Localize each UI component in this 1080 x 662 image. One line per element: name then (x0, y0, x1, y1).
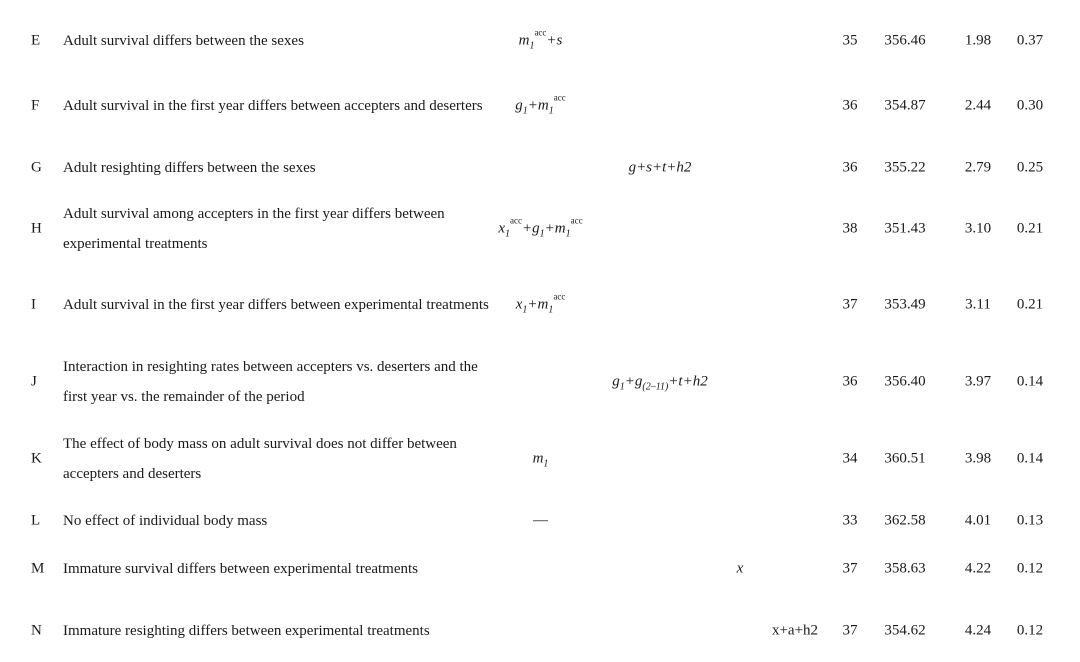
row-label: E (31, 32, 41, 49)
delta-aic: 3.10 (964, 220, 992, 237)
aic-weight: 0.13 (1016, 512, 1044, 529)
delta-aic: 3.11 (965, 296, 991, 313)
aic-value: 351.43 (884, 220, 926, 237)
aic-value: 356.46 (884, 32, 926, 49)
aic-weight: 0.21 (1016, 220, 1044, 237)
row-description: Adult survival differs between the sexes (63, 33, 304, 49)
aic-weight: 0.14 (1016, 373, 1044, 390)
immature-survival-formula: x (736, 560, 744, 577)
row-label: L (31, 512, 41, 529)
param-count: 36 (842, 373, 858, 390)
delta-aic: 3.98 (964, 450, 992, 467)
survival-formula: $g_1+m_1^{acc}$ (515, 92, 566, 117)
survival-formula: — (533, 512, 548, 529)
aic-value: 356.40 (884, 373, 926, 390)
delta-aic: 2.79 (964, 159, 992, 176)
row-description: Adult resighting differs between the sexes (63, 160, 316, 176)
row-description: Adult survival in the first year differs between experimental treatments (63, 297, 489, 313)
aic-weight: 0.14 (1016, 450, 1044, 467)
table-row (0, 275, 1080, 335)
param-count: 34 (842, 450, 858, 467)
table-row (0, 352, 1080, 412)
row-label: F (31, 97, 40, 114)
aic-value: 354.87 (884, 97, 926, 114)
aic-value: 358.63 (884, 560, 926, 577)
param-count: 37 (842, 622, 858, 639)
table-row (0, 76, 1080, 136)
row-description: Interaction in resighting rates between accepters vs. deserters and the first year vs. the remainder of the period (63, 359, 478, 405)
aic-value: 354.62 (884, 622, 926, 639)
row-label: K (31, 450, 42, 467)
aic-value: 355.22 (884, 159, 926, 176)
aic-value: 362.58 (884, 512, 926, 529)
row-description: Immature survival differs between experimental treatments (63, 561, 419, 577)
immature-resighting-formula: x+a+h2 (771, 622, 819, 639)
delta-aic: 2.44 (964, 97, 992, 114)
aic-weight: 0.12 (1016, 560, 1044, 577)
delta-aic: 4.24 (964, 622, 992, 639)
row-label: G (31, 159, 42, 176)
row-label: N (31, 622, 42, 639)
survival-formula: $m_1^{acc}+s$ (518, 27, 563, 52)
resighting-formula: $g_1+g_{(2-11)}+t+h2$ (612, 373, 708, 393)
aic-value: 353.49 (884, 296, 926, 313)
table-row (0, 24, 1080, 58)
table-row (0, 429, 1080, 489)
table-row (0, 199, 1080, 259)
survival-formula: $x_1^{acc}+g_1+m_1^{acc}$ (498, 215, 583, 240)
delta-aic: 1.98 (964, 32, 992, 49)
table-row (0, 504, 1080, 538)
param-count: 36 (842, 97, 858, 114)
param-count: 35 (842, 32, 858, 49)
aic-weight: 0.12 (1016, 622, 1044, 639)
row-description: Adult survival in the first year differs between accepters and deserters (63, 98, 483, 114)
row-description: Immature resighting differs between experimental treatments (63, 623, 430, 639)
table-row (0, 151, 1080, 185)
param-count: 38 (842, 220, 858, 237)
aic-value: 360.51 (884, 450, 926, 467)
row-label: J (31, 373, 37, 390)
aic-weight: 0.37 (1016, 32, 1044, 49)
delta-aic: 3.97 (964, 373, 992, 390)
aic-weight: 0.21 (1016, 296, 1044, 313)
survival-formula: $m_1$ (532, 450, 549, 470)
row-label: H (31, 220, 42, 237)
delta-aic: 4.22 (964, 560, 992, 577)
param-count: 33 (842, 512, 858, 529)
delta-aic: 4.01 (964, 512, 992, 529)
survival-formula: $x_1+m_1^{acc}$ (515, 291, 566, 316)
param-count: 36 (842, 159, 858, 176)
table-row (0, 552, 1080, 586)
aic-weight: 0.25 (1016, 159, 1044, 176)
row-description: The effect of body mass on adult survival does not differ between accepters and deserters (63, 436, 457, 482)
row-label: M (31, 560, 45, 577)
table-row (0, 600, 1080, 662)
row-description: No effect of individual body mass (63, 513, 268, 529)
row-label: I (31, 296, 36, 313)
resighting-formula: g+s+t+h2 (628, 159, 692, 176)
row-description: Adult survival among accepters in the first year differs between experimental treatments (63, 206, 445, 252)
param-count: 37 (842, 296, 858, 313)
param-count: 37 (842, 560, 858, 577)
aic-weight: 0.30 (1016, 97, 1044, 114)
